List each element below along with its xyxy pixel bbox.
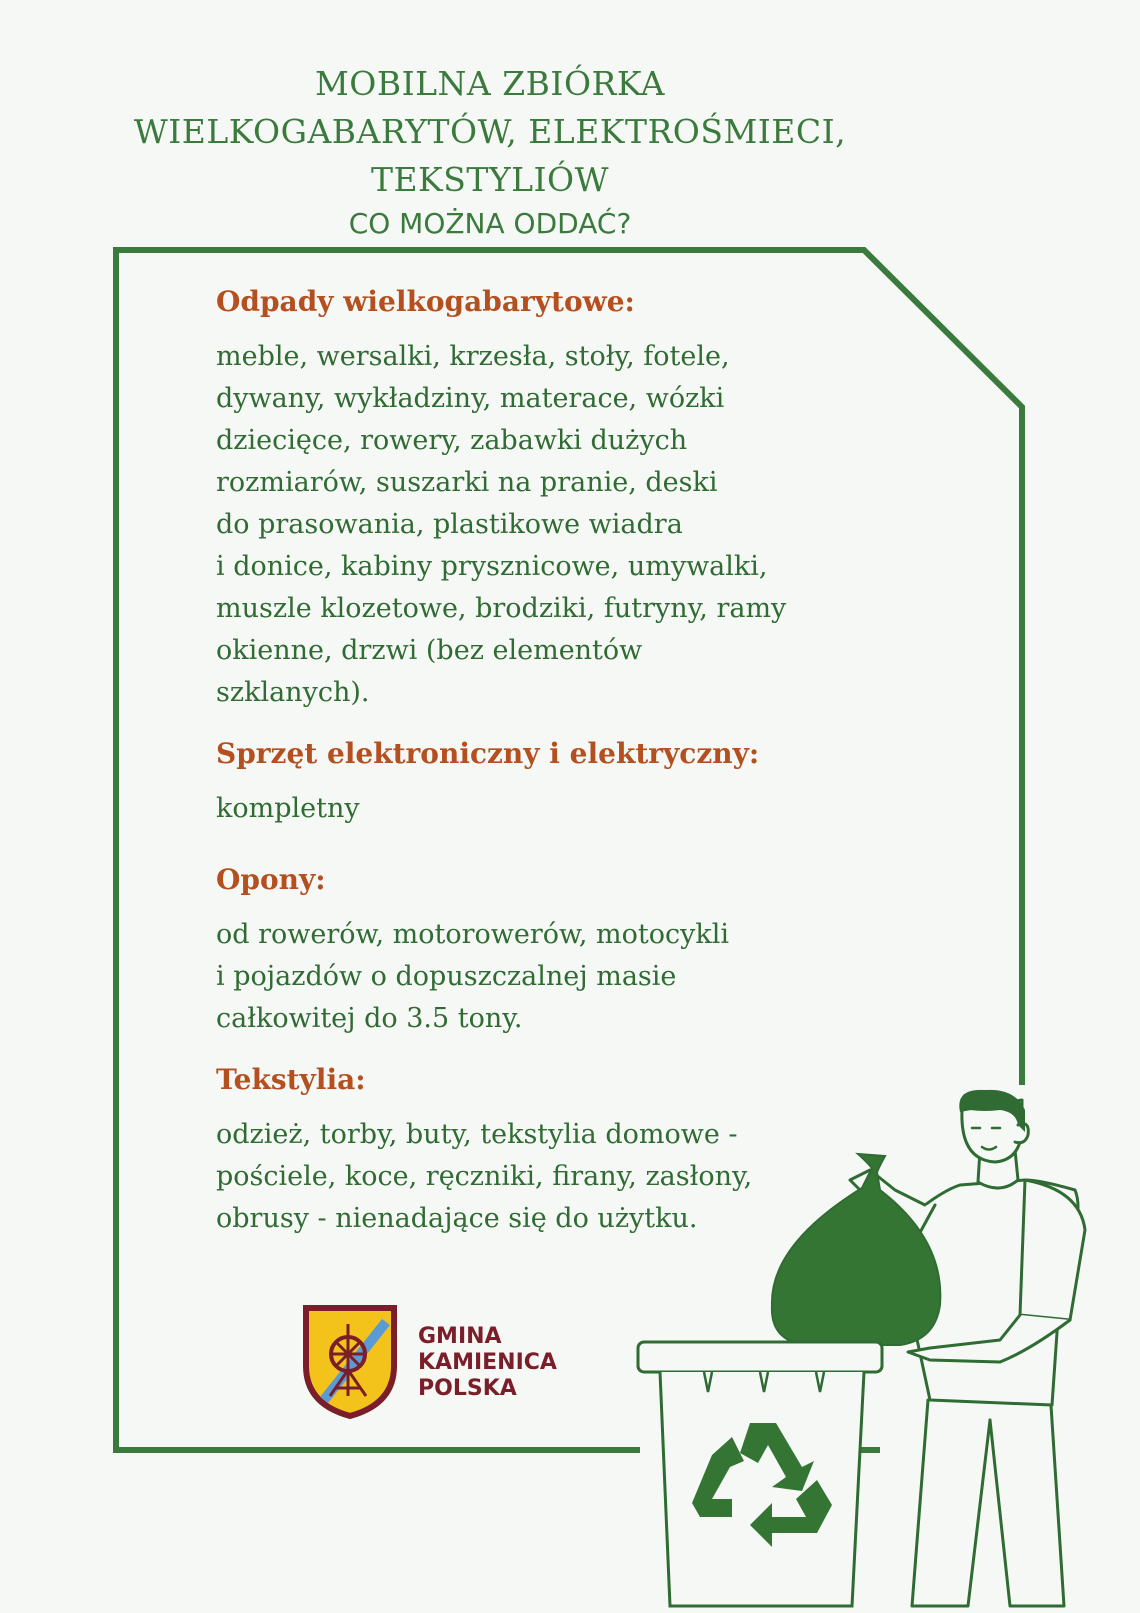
page-title-line-3: TEKSTYLIÓW bbox=[370, 160, 610, 199]
recycling-bin-icon bbox=[638, 1342, 882, 1606]
body-line: dziecięce, rowery, zabawki dużych bbox=[216, 425, 688, 456]
page-subtitle: CO MOŻNA ODDAĆ? bbox=[348, 207, 632, 240]
body-line: pościele, koce, ręczniki, firany, zasłony, bbox=[216, 1161, 753, 1192]
page-title-line-1: MOBILNA ZBIÓRKA bbox=[314, 64, 665, 103]
body-line: okienne, drzwi (bez elementów bbox=[216, 635, 643, 666]
body-line: meble, wersalki, krzesła, stoły, fotele, bbox=[216, 341, 730, 372]
body-line: kompletny bbox=[216, 793, 360, 824]
logo-line: POLSKA bbox=[418, 1376, 517, 1401]
body-line: odzież, torby, buty, tekstylia domowe - bbox=[216, 1119, 738, 1150]
body-line: i donice, kabiny prysznicowe, umywalki, bbox=[216, 551, 768, 582]
body-line: muszle klozetowe, brodziki, futryny, ramy bbox=[216, 593, 787, 624]
section-heading: Tekstylia: bbox=[216, 1063, 366, 1096]
body-line: całkowitej do 3.5 tony. bbox=[216, 1003, 523, 1034]
body-line: od rowerów, motorowerów, motocykli bbox=[216, 919, 730, 950]
section-heading: Odpady wielkogabarytowe: bbox=[216, 285, 635, 318]
body-line: obrusy - nienadające się do użytku. bbox=[216, 1203, 698, 1234]
section-heading: Sprzęt elektroniczny i elektryczny: bbox=[216, 737, 760, 770]
page-title-line-2: WIELKOGABARYTÓW, ELEKTROŚMIECI, bbox=[133, 112, 847, 151]
logo-line: GMINA bbox=[418, 1324, 502, 1349]
body-line: rozmiarów, suszarki na pranie, deski bbox=[216, 467, 718, 498]
logo-line: KAMIENICA bbox=[418, 1350, 557, 1375]
body-line: dywany, wykładziny, materace, wózki bbox=[216, 383, 725, 414]
section-heading: Opony: bbox=[216, 863, 326, 896]
body-line: szklanych). bbox=[216, 677, 370, 708]
body-line: i pojazdów o dopuszczalnej masie bbox=[216, 961, 677, 992]
body-line: do prasowania, plastikowe wiadra bbox=[216, 509, 683, 540]
man-with-bag-icon bbox=[850, 1100, 1085, 1606]
